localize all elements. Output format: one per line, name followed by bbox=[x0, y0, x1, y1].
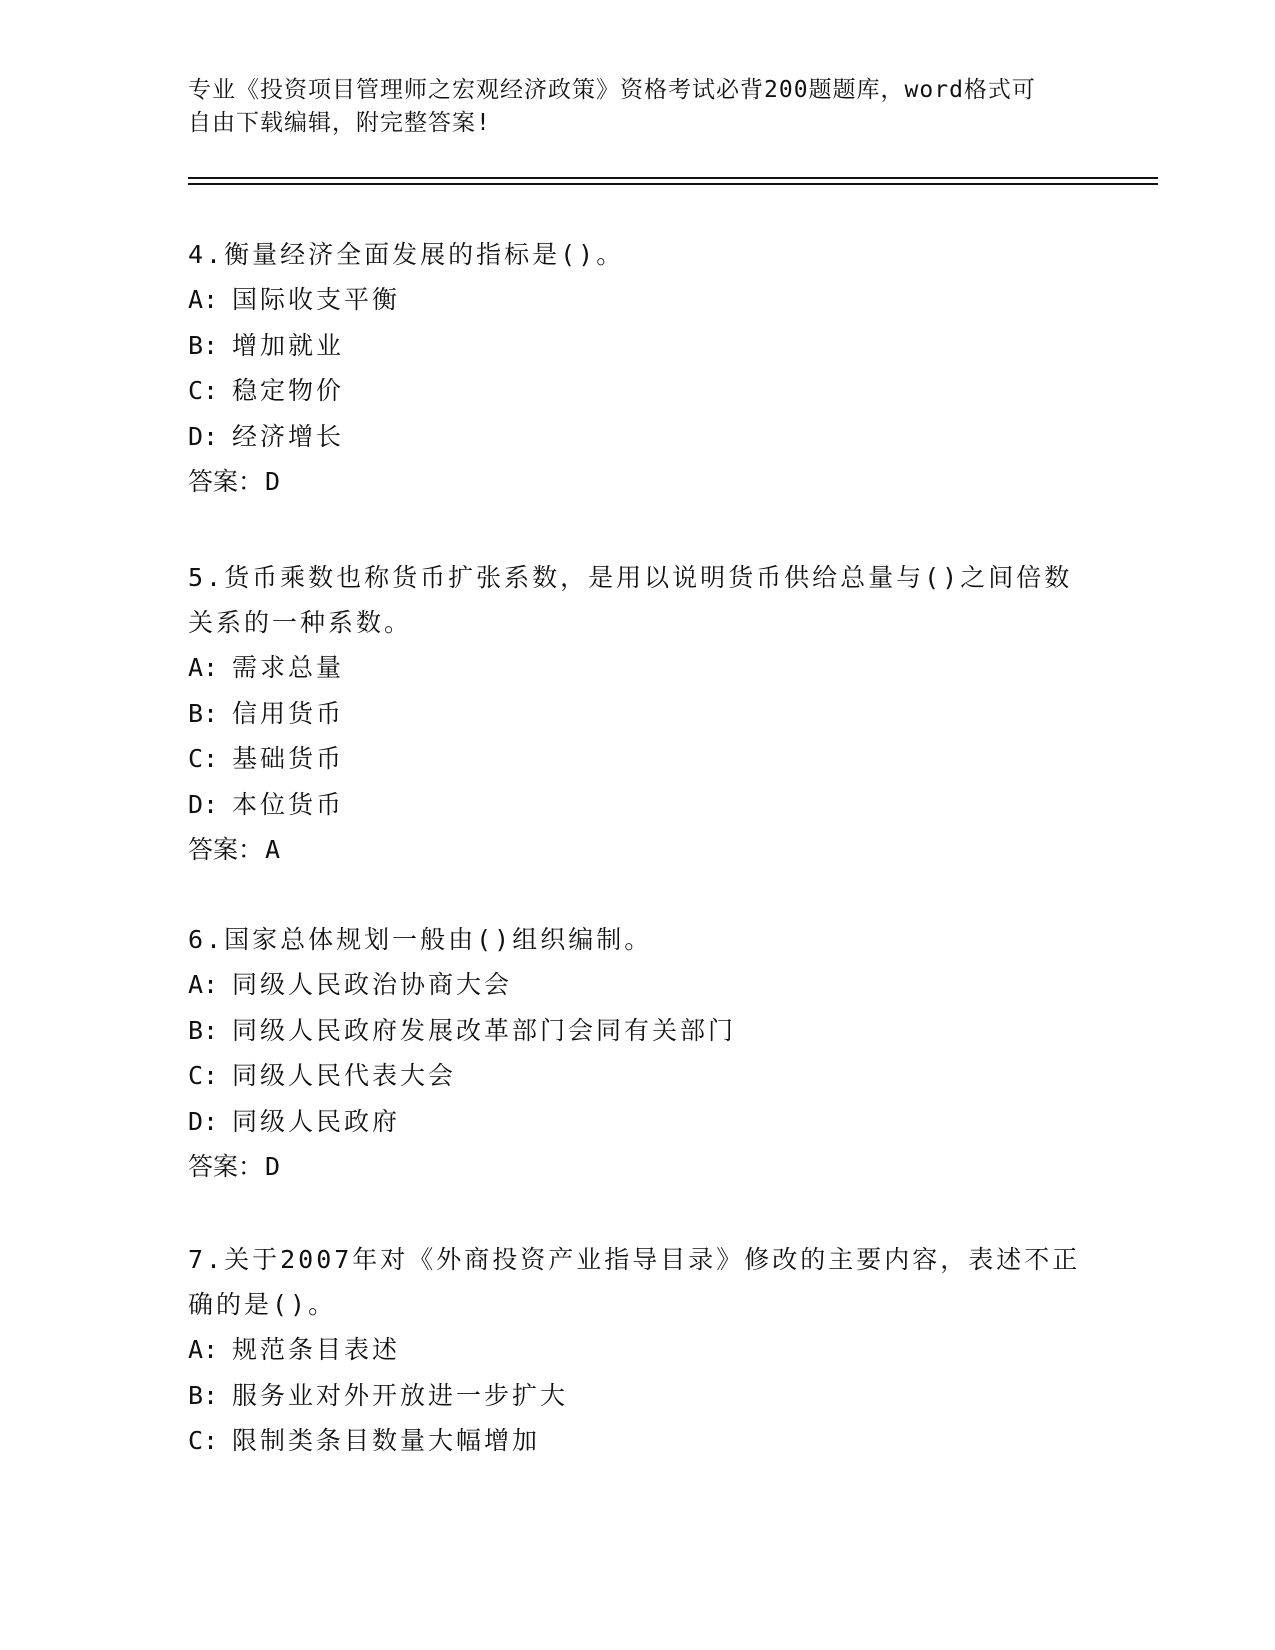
option-c bbox=[188, 1053, 1088, 1099]
option-a bbox=[188, 645, 1088, 691]
option-text: 增加就业 bbox=[232, 330, 345, 360]
question-7 bbox=[188, 1237, 1088, 1464]
option-key: A: bbox=[188, 285, 219, 314]
option-d bbox=[188, 1099, 1088, 1145]
option-text: 同级人民政府 bbox=[232, 1106, 401, 1136]
option-text: 服务业对外开放进一步扩大 bbox=[232, 1380, 569, 1410]
answer-label: 答案： bbox=[188, 1152, 264, 1181]
question-stem: 7.关于2007年对《外商投资产业指导目录》修改的主要内容，表述不正确的是()。 bbox=[188, 1245, 1081, 1319]
answer-label: 答案： bbox=[188, 835, 264, 864]
option-d bbox=[188, 782, 1088, 828]
option-text: 基础货币 bbox=[232, 744, 345, 773]
option-b bbox=[188, 1008, 1088, 1054]
option-text: 同级人民政府发展改革部门会同有关部门 bbox=[232, 1015, 737, 1045]
option-key: B: bbox=[188, 1015, 219, 1045]
header-divider-top bbox=[188, 177, 1158, 179]
option-text: 需求总量 bbox=[232, 653, 345, 682]
option-c bbox=[188, 1418, 1088, 1464]
option-text: 限制类条目数量大幅增加 bbox=[232, 1426, 541, 1455]
option-key: A: bbox=[188, 653, 219, 682]
option-key: A: bbox=[188, 970, 219, 999]
option-text: 稳定物价 bbox=[232, 376, 345, 405]
question-stem: 6.国家总体规划一般由()组织编制。 bbox=[188, 925, 653, 954]
option-c bbox=[188, 368, 1088, 414]
option-b bbox=[188, 1373, 1088, 1419]
option-a bbox=[188, 1327, 1088, 1373]
option-a bbox=[188, 277, 1088, 323]
option-text: 同级人民代表大会 bbox=[232, 1061, 457, 1090]
option-key: B: bbox=[188, 698, 219, 728]
option-key: C: bbox=[188, 1061, 219, 1090]
option-key: A: bbox=[188, 1335, 219, 1364]
question-6 bbox=[188, 917, 1088, 1189]
option-key: C: bbox=[188, 1426, 219, 1455]
option-key: B: bbox=[188, 330, 219, 360]
option-text: 同级人民政治协商大会 bbox=[232, 970, 513, 999]
question-4 bbox=[188, 232, 1088, 504]
header-line-1: 专业《投资项目管理师之宏观经济政策》资格考试必背200题题库，word格式可 bbox=[188, 77, 1036, 103]
option-key: C: bbox=[188, 744, 219, 773]
option-text: 经济增长 bbox=[232, 421, 345, 451]
question-stem: 5.货币乘数也称货币扩张系数，是用以说明货币供给总量与()之间倍数关系的一种系数。 bbox=[188, 563, 1073, 637]
option-b bbox=[188, 691, 1088, 737]
option-text: 信用货币 bbox=[232, 698, 345, 728]
option-b bbox=[188, 323, 1088, 369]
option-c bbox=[188, 736, 1088, 782]
option-text: 规范条目表述 bbox=[232, 1335, 401, 1364]
answer-line bbox=[188, 1144, 1088, 1189]
option-key: D: bbox=[188, 421, 219, 451]
header-line-2: 自由下载编辑，附完整答案! bbox=[188, 110, 491, 136]
option-text: 本位货币 bbox=[232, 789, 345, 819]
option-a bbox=[188, 962, 1088, 1008]
header-divider-bottom bbox=[188, 183, 1158, 185]
option-key: B: bbox=[188, 1380, 219, 1410]
option-d bbox=[188, 414, 1088, 460]
answer-line bbox=[188, 827, 1088, 872]
option-key: C: bbox=[188, 376, 219, 405]
answer-value: D bbox=[265, 1152, 281, 1181]
answer-value: A bbox=[265, 835, 281, 864]
answer-label: 答案： bbox=[188, 467, 264, 496]
answer-line bbox=[188, 459, 1088, 504]
option-key: D: bbox=[188, 1106, 219, 1136]
option-key: D: bbox=[188, 789, 219, 819]
answer-value: D bbox=[265, 467, 281, 496]
question-stem: 4.衡量经济全面发展的指标是()。 bbox=[188, 240, 625, 269]
question-5 bbox=[188, 555, 1088, 872]
document-header bbox=[188, 74, 1068, 140]
option-text: 国际收支平衡 bbox=[232, 285, 401, 314]
